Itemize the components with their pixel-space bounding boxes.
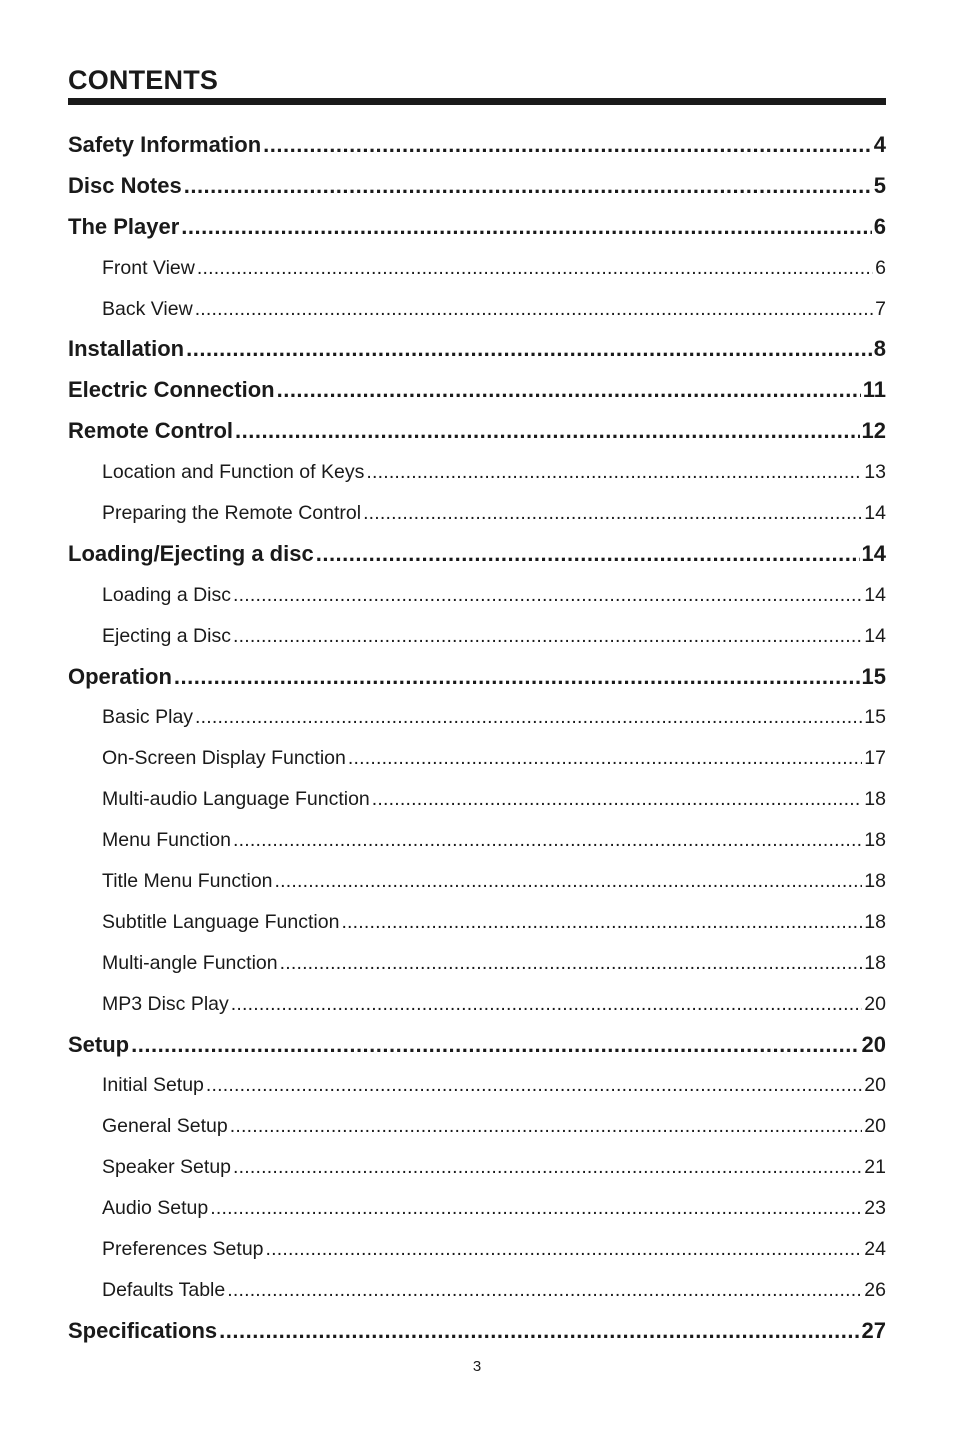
dot-leader: [372, 779, 863, 820]
table-of-contents: [68, 125, 886, 1352]
toc-entry-label: General Setup: [102, 1115, 228, 1138]
toc-entry-label: Multi-audio Language Function: [102, 788, 370, 811]
toc-entry-page: 18: [864, 910, 886, 933]
toc-entry-page: 26: [864, 1278, 886, 1301]
toc-entry-page: 18: [864, 829, 886, 852]
toc-entry-page: 20: [864, 1115, 886, 1138]
toc-entry-label: Audio Setup: [102, 1197, 209, 1220]
dot-leader: [280, 943, 863, 984]
toc-entry-label: On-Screen Display Function: [102, 747, 346, 770]
toc-entry-label: Speaker Setup: [102, 1156, 232, 1179]
toc-entry-page: 27: [861, 1317, 886, 1343]
toc-entry-page: 5: [873, 172, 886, 198]
toc-entry-label: Subtitle Language Function: [102, 910, 340, 933]
dot-leader: [195, 697, 862, 738]
toc-entry-label: Electric Connection: [68, 377, 275, 403]
toc-entry-label: Multi-angle Function: [102, 951, 278, 974]
toc-entry-label: Initial Setup: [102, 1074, 204, 1097]
toc-entry-sub[interactable]: [68, 616, 886, 657]
toc-entry-sub[interactable]: [68, 248, 886, 289]
dot-leader: [233, 1147, 862, 1188]
toc-entry-sub[interactable]: [68, 779, 886, 820]
toc-entry-sub[interactable]: [68, 1065, 886, 1106]
toc-entry-label: Safety Information: [68, 132, 262, 157]
toc-entry-label: Specifications: [68, 1317, 218, 1343]
toc-entry-label: Ejecting a Disc: [102, 624, 231, 647]
dot-leader: [131, 1025, 859, 1066]
toc-entry-page: 17: [864, 747, 886, 770]
toc-entry-page: 14: [864, 583, 886, 606]
dot-leader: [184, 166, 872, 207]
dot-leader: [197, 248, 873, 289]
toc-entry-label: Installation: [68, 336, 185, 362]
toc-entry-main[interactable]: [68, 657, 886, 698]
toc-entry-page: 11: [862, 377, 886, 403]
dot-leader: [263, 125, 872, 166]
toc-entry-sub[interactable]: [68, 452, 886, 493]
dot-leader: [233, 820, 862, 861]
dot-leader: [186, 329, 872, 370]
toc-entry-label: Back View: [102, 297, 193, 320]
toc-entry-sub[interactable]: [68, 697, 886, 738]
dot-leader: [206, 1065, 862, 1106]
dot-leader: [366, 452, 862, 493]
dot-leader: [230, 1106, 863, 1147]
page-number: 3: [472, 1358, 482, 1375]
toc-entry-page: 18: [864, 870, 886, 893]
dot-leader: [266, 1229, 863, 1270]
toc-entry-page: 18: [864, 788, 886, 811]
toc-entry-sub[interactable]: [68, 493, 886, 534]
toc-entry-label: Defaults Table: [102, 1278, 226, 1301]
dot-leader: [233, 616, 862, 657]
toc-entry-label: MP3 Disc Play: [102, 992, 229, 1015]
toc-entry-label: Front View: [102, 256, 195, 279]
toc-entry-main[interactable]: [68, 1311, 886, 1352]
toc-entry-page: 15: [861, 663, 886, 689]
toc-entry-page: 4: [873, 132, 886, 157]
dot-leader: [348, 738, 862, 779]
dot-leader: [277, 370, 861, 411]
toc-entry-page: 6: [873, 213, 886, 239]
toc-entry-sub[interactable]: [68, 1147, 886, 1188]
toc-entry-main[interactable]: [68, 1025, 886, 1066]
dot-leader: [231, 984, 863, 1025]
toc-entry-sub[interactable]: [68, 575, 886, 616]
toc-entry-sub[interactable]: [68, 1106, 886, 1147]
dot-leader: [195, 289, 873, 330]
toc-entry-page: 18: [864, 951, 886, 974]
toc-entry-sub[interactable]: [68, 1188, 886, 1229]
toc-entry-page: 7: [875, 297, 886, 320]
dot-leader: [174, 657, 860, 698]
toc-entry-label: Setup: [68, 1031, 130, 1057]
toc-entry-page: 23: [864, 1197, 886, 1220]
toc-entry-label: Loading a Disc: [102, 583, 231, 606]
toc-entry-label: Preparing the Remote Control: [102, 502, 362, 525]
toc-entry-main[interactable]: [68, 125, 886, 166]
dot-leader: [235, 411, 860, 452]
toc-entry-page: 20: [861, 1031, 886, 1057]
toc-entry-sub[interactable]: [68, 820, 886, 861]
toc-entry-sub[interactable]: [68, 861, 886, 902]
dot-leader: [363, 493, 862, 534]
toc-entry-page: 15: [864, 706, 886, 729]
toc-entry-label: The Player: [68, 213, 180, 239]
toc-entry-sub[interactable]: [68, 902, 886, 943]
dot-leader: [210, 1188, 862, 1229]
dot-leader: [233, 575, 862, 616]
toc-entry-sub[interactable]: [68, 289, 886, 330]
dot-leader: [341, 902, 862, 943]
dot-leader: [316, 534, 860, 575]
toc-entry-sub[interactable]: [68, 943, 886, 984]
toc-entry-page: 6: [875, 256, 886, 279]
toc-entry-label: Basic Play: [102, 706, 194, 729]
toc-entry-main[interactable]: [68, 207, 886, 248]
toc-entry-main[interactable]: [68, 370, 886, 411]
toc-entry-sub[interactable]: [68, 984, 886, 1025]
toc-entry-label: Menu Function: [102, 829, 231, 852]
toc-entry-main[interactable]: [68, 411, 886, 452]
toc-entry-page: 13: [864, 461, 886, 484]
toc-entry-page: 14: [861, 540, 886, 566]
dot-leader: [275, 861, 863, 902]
toc-entry-main[interactable]: [68, 329, 886, 370]
toc-entry-page: 21: [864, 1156, 886, 1179]
dot-leader: [219, 1311, 859, 1352]
toc-entry-page: 24: [864, 1238, 886, 1261]
toc-entry-main[interactable]: [68, 534, 886, 575]
toc-entry-label: Remote Control: [68, 418, 233, 444]
toc-entry-sub[interactable]: [68, 1229, 886, 1270]
title-rule: [68, 98, 886, 105]
toc-entry-page: 20: [864, 1074, 886, 1097]
toc-entry-label: Preferences Setup: [102, 1238, 264, 1261]
toc-entry-page: 14: [864, 624, 886, 647]
toc-entry-label: Location and Function of Keys: [102, 461, 365, 484]
toc-entry-page: 8: [873, 336, 886, 362]
toc-entry-label: Operation: [68, 663, 172, 689]
dot-leader: [181, 207, 871, 248]
toc-entry-main[interactable]: [68, 166, 886, 207]
toc-entry-sub[interactable]: [68, 1270, 886, 1311]
toc-entry-page: 20: [864, 992, 886, 1015]
toc-entry-label: Disc Notes: [68, 172, 182, 198]
page-title: CONTENTS: [68, 65, 219, 95]
dot-leader: [227, 1270, 862, 1311]
toc-entry-page: 12: [861, 418, 886, 444]
toc-entry-page: 14: [864, 502, 886, 525]
toc-entry-sub[interactable]: [68, 738, 886, 779]
toc-entry-label: Title Menu Function: [102, 870, 273, 893]
toc-entry-label: Loading/Ejecting a disc: [68, 540, 314, 566]
